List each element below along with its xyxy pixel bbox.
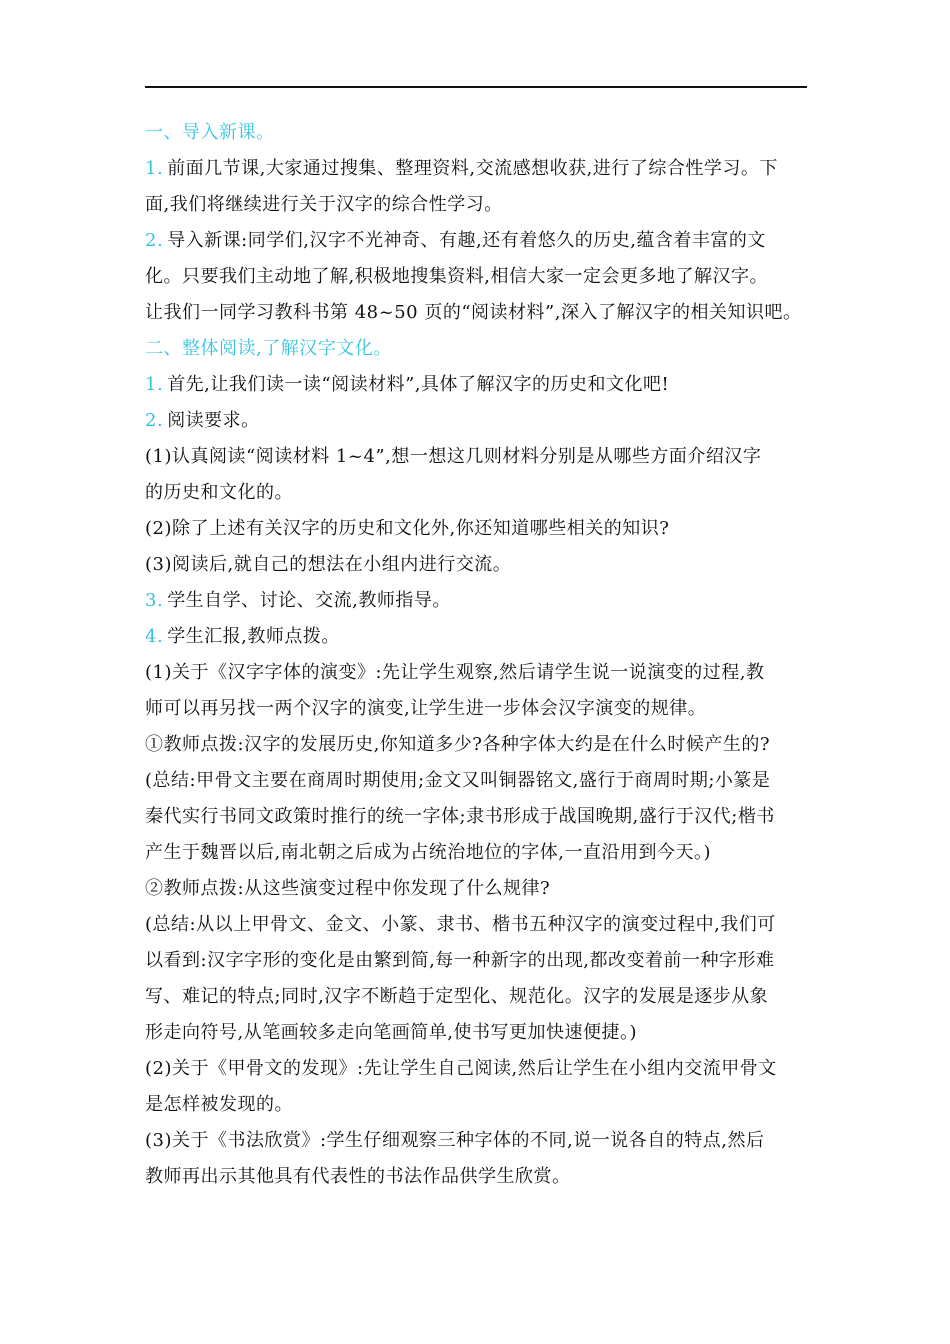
report-line-11: 形走向符号,从笔画较多走向笔画简单,使书写更加快速便捷。) (145, 1022, 637, 1043)
report-line-4: (总结:甲骨文主要在商周时期使用;金文又叫铜器铭文,盛行于商周时期;小篆是 (145, 770, 771, 791)
requirement-3: (3)阅读后,就自己的想法在小组内进行交流。 (145, 554, 512, 575)
requirement-1-line-1: (1)认真阅读“阅读材料 1~4”,想一想这几则材料分别是从哪些方面介绍汉字 (145, 446, 762, 467)
report-line-13: 是怎样被发现的。 (145, 1094, 293, 1115)
item-number: 3. (145, 590, 164, 611)
paragraph-text: 导入新课:同学们,汉字不光神奇、有趣,还有着悠久的历史,蕴含着丰富的文 (167, 230, 766, 251)
paragraph-2-2 (145, 403, 810, 439)
report-line-8: (总结:从以上甲骨文、金文、小篆、隶书、楷书五种汉字的演变过程中,我们可 (145, 914, 776, 935)
report-line-12: (2)关于《甲骨文的发现》:先让学生自己阅读,然后让学生在小组内交流甲骨文 (145, 1058, 777, 1079)
report-line-10: 写、难记的特点;同时,汉字不断趋于定型化、规范化。汉字的发展是逐步从象 (145, 986, 769, 1007)
report-line-15: 教师再出示其他具有代表性的书法作品供学生欣赏。 (145, 1166, 571, 1187)
paragraph-1-2-line-2: 化。只要我们主动地了解,积极地搜集资料,相信大家一定会更多地了解汉字。 (145, 266, 768, 287)
paragraph-1-2-line-3: 让我们一同学习教科书第 48~50 页的“阅读材料”,深入了解汉字的相关知识吧。 (145, 302, 802, 323)
item-number: 2. (145, 410, 164, 431)
section-heading-1: 一、导入新课。 (145, 122, 275, 143)
report-line-2: 师可以再另找一两个汉字的演变,让学生进一步体会汉字演变的规律。 (145, 698, 707, 719)
report-line-9: 以看到:汉字字形的变化是由繁到简,每一种新字的出现,都改变着前一种字形难 (145, 950, 775, 971)
document-body (145, 115, 810, 1195)
top-rule (145, 86, 807, 88)
report-line-5: 秦代实行书同文政策时推行的统一字体;隶书形成于战国晚期,盛行于汉代;楷书 (145, 806, 775, 827)
report-line-6: 产生于魏晋以后,南北朝之后成为占统治地位的字体,一直沿用到今天。) (145, 842, 711, 863)
paragraph-2-3 (145, 583, 810, 619)
paragraph-1-1-line-1 (145, 151, 810, 187)
report-line-14: (3)关于《书法欣赏》:学生仔细观察三种字体的不同,说一说各自的特点,然后 (145, 1130, 765, 1151)
report-line-3: ①教师点拨:汉字的发展历史,你知道多少?各种字体大约是在什么时候产生的? (145, 734, 771, 755)
paragraph-text: 前面几节课,大家通过搜集、整理资料,交流感想收获,进行了综合性学习。下 (167, 158, 778, 179)
paragraph-1-2-line-1 (145, 223, 810, 259)
item-number: 1. (145, 158, 164, 179)
report-line-1: (1)关于《汉字字体的演变》:先让学生观察,然后请学生说一说演变的过程,教 (145, 662, 765, 683)
item-number: 4. (145, 626, 164, 647)
paragraph-1-1-line-2: 面,我们将继续进行关于汉字的综合性学习。 (145, 194, 503, 215)
item-number: 2. (145, 230, 164, 251)
item-number: 1. (145, 374, 164, 395)
requirement-2: (2)除了上述有关汉字的历史和文化外,你还知道哪些相关的知识? (145, 518, 670, 539)
requirement-1-line-2: 的历史和文化的。 (145, 482, 293, 503)
paragraph-text: 学生汇报,教师点拨。 (167, 626, 340, 647)
paragraph-text: 学生自学、讨论、交流,教师指导。 (167, 590, 451, 611)
report-line-7: ②教师点拨:从这些演变过程中你发现了什么规律? (145, 878, 551, 899)
section-heading-2: 二、整体阅读,了解汉字文化。 (145, 338, 392, 359)
paragraph-text: 阅读要求。 (167, 410, 260, 431)
paragraph-2-1 (145, 367, 810, 403)
paragraph-2-4 (145, 619, 810, 655)
paragraph-text: 首先,让我们读一读“阅读材料”,具体了解汉字的历史和文化吧! (167, 374, 670, 395)
